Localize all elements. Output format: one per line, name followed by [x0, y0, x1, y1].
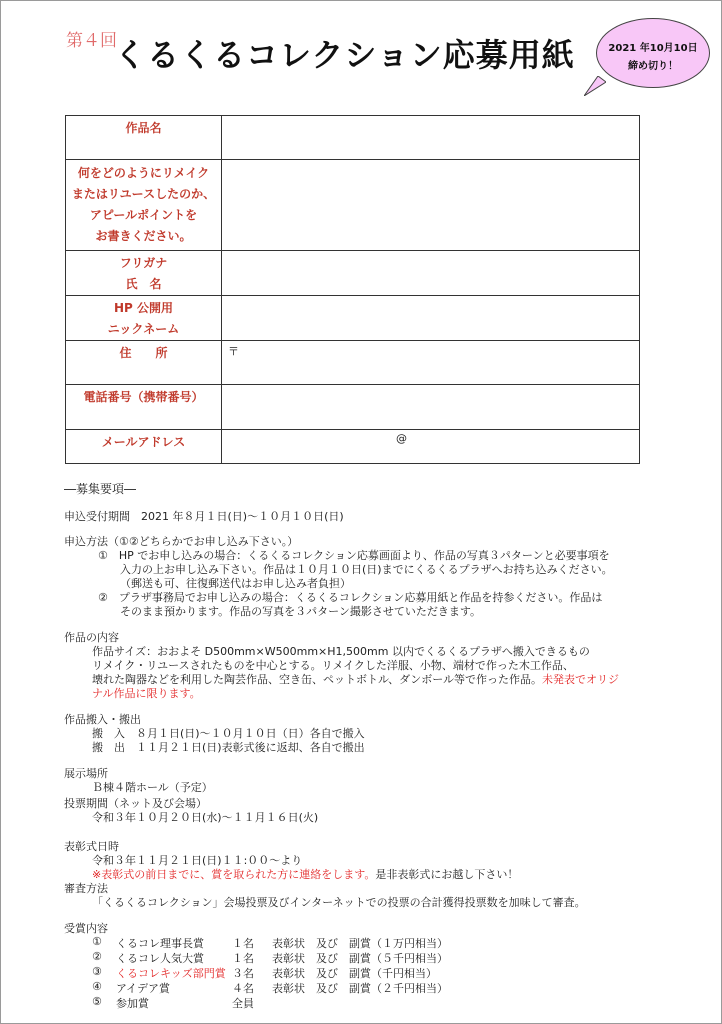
prize-num: ⑤: [92, 995, 102, 1008]
method-2-line1: ② プラザ事務局でお申し込みの場合：くるくるコレクション応募用紙と作品を持参ください。作品は: [98, 591, 603, 604]
content-title: 作品の内容: [64, 631, 119, 644]
award-note: ※表彰式の前日までに、賞を取られた方に連絡をします。是非表彰式にお越し下さい！: [92, 868, 519, 881]
carry-out: 搬 出 １１月２１日(日)表彰式後に返却、各自で搬出: [92, 741, 365, 754]
deadline-date: 2021 年10月10日: [608, 43, 698, 54]
method-title: 申込方法（①②どちらかでお申し込み下さい。）: [64, 535, 299, 548]
venue-value: Ｂ棟４階ホール（予定）: [92, 781, 213, 794]
prize-prize: 表彰状 及び 副賞（２千円相当）: [272, 982, 448, 995]
unpublished-note: 未発表でオリジ: [542, 673, 620, 686]
prize-num: ②: [92, 950, 102, 963]
form-row: [66, 296, 640, 341]
label-line: 何をどのようにリメイク: [77, 166, 210, 180]
label-address: 住 所: [66, 341, 222, 385]
prize-name: くるコレ理事長賞: [116, 937, 204, 950]
field-address[interactable]: [222, 341, 640, 385]
method-2-line2: そのまま預かります。作品の写真を３パターン撮影させていただきます。: [120, 605, 482, 618]
form-row: [66, 341, 640, 385]
form-row: [66, 116, 640, 160]
prize-prize: 表彰状 及び 副賞（１万円相当）: [272, 937, 448, 950]
page-title: くるくるコレクション応募用紙: [114, 36, 575, 74]
form-row: [66, 385, 640, 430]
vote-title: 投票期間（ネット及び会場）: [64, 797, 207, 810]
guidelines-heading: ―募集要項―: [64, 482, 137, 496]
prize-name: くるコレ人気大賞: [116, 952, 204, 965]
label-appeal-point: [66, 160, 222, 251]
application-form-table: [65, 115, 640, 464]
prize-count: １名: [232, 952, 254, 965]
form-row: [66, 251, 640, 296]
prize-count: ３名: [232, 967, 254, 980]
content-size: 作品サイズ：おおよそ D500mm×W500mm×H1,500mm 以内でくるくるプラザへ搬入できるもの: [92, 645, 590, 658]
prize-num: ①: [92, 935, 102, 948]
label-line: ニックネーム: [107, 322, 180, 336]
label-line: アピールポイントを: [89, 208, 198, 222]
label-appeal-point-text: [66, 163, 221, 247]
label-phone: 電話番号（携帯番号）: [66, 385, 222, 430]
prize-name: くるコレキッズ部門賞: [116, 967, 226, 980]
form-row: [66, 160, 640, 251]
prize-title: 受賞内容: [64, 922, 108, 935]
venue-title: 展示場所: [64, 767, 108, 780]
prize-num: ④: [92, 980, 102, 993]
label-email: メールアドレス: [66, 430, 222, 464]
prize-name: アイデア賞: [116, 982, 171, 995]
method-1-line1: ① HP でお申し込みの場合：くるくるコレクション応募画面より、作品の写真３パターンと必要事項を: [98, 549, 610, 562]
prize-num: ③: [92, 965, 102, 978]
field-nickname[interactable]: [222, 296, 640, 341]
label-name: [66, 251, 222, 296]
method-1-line2: 入力の上お申し込み下さい。作品は１０月１０日(日)までにくるくるプラザへお持ち込みください。: [120, 563, 613, 576]
deadline-label: 締め切り！: [628, 61, 678, 72]
field-email[interactable]: [222, 430, 640, 464]
edition-label: 第４回: [66, 31, 117, 51]
application-period: 申込受付期間 2021 年８月１日(日)～１０月１０日(日): [64, 510, 344, 523]
field-phone[interactable]: [222, 385, 640, 430]
judge-method: 「くるくるコレクション」会場投票及びインターネットでの投票の合計獲得投票数を加味して審査。: [92, 896, 586, 909]
form-row: [66, 430, 640, 464]
content-line3: 壊れた陶器などを利用した陶芸作品、空き缶、ペットボトル、ダンボール等で作った作品。未発表でオリジ: [92, 673, 620, 686]
label-work-title: 作品名: [66, 116, 222, 160]
carry-in: 搬 入 ８月１日(日)～１０月１０日（日）各自で搬入: [92, 727, 365, 740]
label-line: またはリユースしたのか、: [71, 187, 216, 201]
field-appeal-point[interactable]: [222, 160, 640, 251]
prize-count: 全員: [232, 997, 254, 1010]
prize-prize: 表彰状 及び 副賞（千円相当）: [272, 967, 437, 980]
award-note-red: ※表彰式の前日までに、賞を取られた方に連絡をします。: [92, 868, 376, 881]
prize-count: １名: [232, 937, 254, 950]
original-note: ナル作品に限ります。: [92, 687, 201, 700]
vote-period: 令和３年１０月２０日(水)～１１月１６日(火): [92, 811, 319, 824]
speech-bubble-tail: [584, 76, 606, 96]
label-line: HP 公開用: [113, 301, 174, 315]
label-name-text: [66, 253, 221, 295]
prize-name: 参加賞: [116, 997, 149, 1010]
label-line: フリガナ: [119, 256, 168, 270]
label-line: お書きください。: [95, 229, 192, 243]
label-nickname-text: [66, 298, 221, 340]
label-nickname: [66, 296, 222, 341]
award-date: 令和３年１１月２１日(日)１１:００～より: [92, 854, 303, 867]
judge-title: 審査方法: [64, 882, 108, 895]
method-1-note: （郵送も可、往復郵送代はお申し込み者負担）: [120, 577, 351, 590]
field-name[interactable]: [222, 251, 640, 296]
deadline-bubble: [596, 18, 710, 88]
prize-count: ４名: [232, 982, 254, 995]
award-title: 表彰式日時: [64, 840, 119, 853]
field-work-title[interactable]: [222, 116, 640, 160]
prize-prize: 表彰状 及び 副賞（５千円相当）: [272, 952, 448, 965]
postal-mark: 〒: [228, 345, 239, 358]
label-line: 氏 名: [125, 277, 162, 291]
carry-title: 作品搬入・搬出: [64, 713, 141, 726]
at-mark: @: [396, 432, 407, 445]
content-line2: リメイク・リユースされたものを中心とする。リメイクした洋服、小物、端材で作った木工作品、: [92, 659, 574, 672]
